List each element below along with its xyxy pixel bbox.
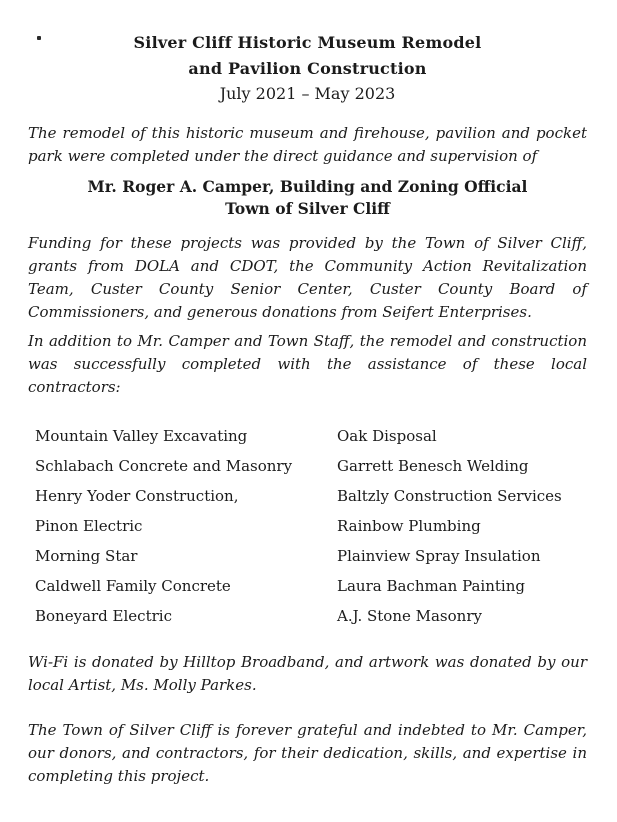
contractor-name: Boneyard Electric	[35, 607, 172, 625]
intro-paragraph: The remodel of this historic museum and firehouse, pavilion and pocket park were completed under the direct guidance and supervision of	[28, 124, 587, 165]
contractor-name: Henry Yoder Construction,	[35, 487, 239, 505]
official-name-title: Mr. Roger A. Camper, Building and Zoning Official	[87, 177, 528, 196]
title-line-1: Silver Cliff Historic Museum Remodel	[133, 33, 482, 52]
contractor-name: Schlabach Concrete and Masonry	[35, 457, 293, 475]
contractor-name: A.J. Stone Masonry	[337, 607, 482, 625]
official-town: Town of Silver Cliff	[225, 199, 390, 218]
contractor-name: Oak Disposal	[337, 427, 437, 445]
stray-dot-mark	[37, 36, 41, 40]
contractor-name: Morning Star	[35, 547, 138, 565]
wifi-artwork-paragraph: Wi-Fi is donated by Hilltop Broadband, and artwork was donated by our local Artist, Ms. Molly Parkes.	[28, 653, 587, 694]
closing-paragraph: The Town of Silver Cliff is forever grateful and indebted to Mr. Camper, our donors, and contractors, for their dedication, skills, and expertise in completing this project.	[28, 721, 587, 785]
official-credit	[28, 176, 587, 220]
title-line-2: and Pavilion Construction	[188, 59, 427, 78]
funding-paragraph: Funding for these projects was provided by the Town of Silver Cliff, grants from DOLA and CDOT, the Community Action Revitalization Team, Custer County Senior Center, Custer County Board of Commissioners, and generous donations from Seifert Enterprises.	[28, 234, 587, 321]
contractor-name: Laura Bachman Painting	[337, 577, 525, 595]
contractor-name: Mountain Valley Excavating	[35, 427, 248, 445]
contractor-name: Caldwell Family Concrete	[35, 577, 231, 595]
contractors-column-right	[337, 421, 587, 631]
contractor-name: Garrett Benesch Welding	[337, 457, 529, 475]
contractor-name: Rainbow Plumbing	[337, 517, 481, 535]
contractor-name: Plainview Spray Insulation	[337, 547, 541, 565]
date-range: July 2021 – May 2023	[219, 84, 396, 103]
contractors-list	[28, 421, 587, 631]
contractor-name: Pinon Electric	[35, 517, 143, 535]
contractor-name: Baltzly Construction Services	[337, 487, 562, 505]
document-title	[28, 30, 587, 82]
contractors-intro-paragraph: In addition to Mr. Camper and Town Staff, the remodel and construction was successfully completed with the assistance of these local contractors:	[28, 332, 587, 396]
contractors-column-left	[35, 421, 337, 631]
